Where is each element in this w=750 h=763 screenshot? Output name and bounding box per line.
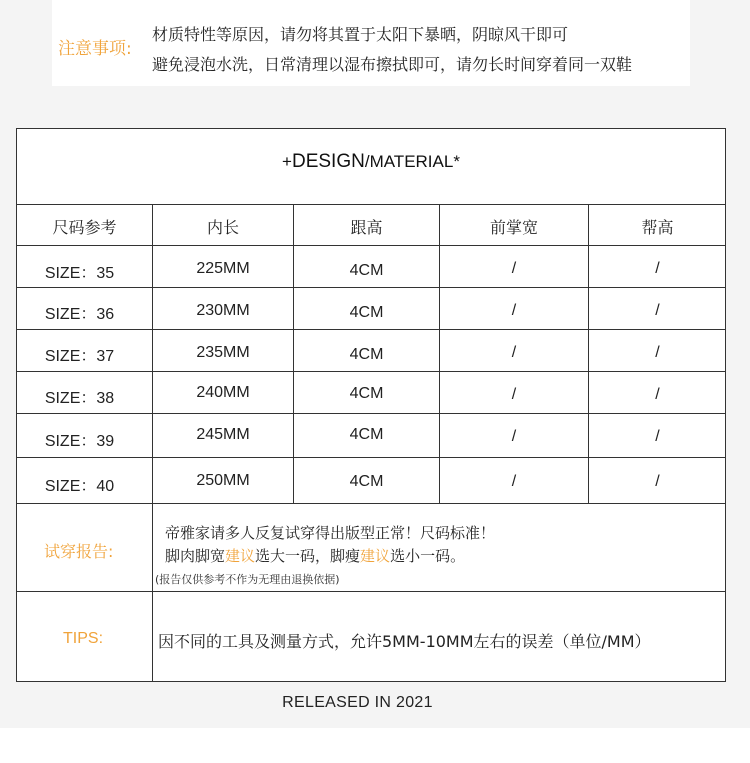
table-cell-length: 245MM xyxy=(196,426,250,443)
table-cell-heel: 4CM xyxy=(349,262,384,279)
notice-title: 注意事项: xyxy=(58,39,132,59)
table-cell-length: 230MM xyxy=(196,302,250,319)
row-divider xyxy=(17,413,725,414)
tips-text: 因不同的工具及测量方式，允许5MM-10MM左右的误差（单位/MM） xyxy=(158,632,651,651)
table-cell-width: / xyxy=(511,260,517,277)
table-cell-length: 250MM xyxy=(196,472,250,489)
tips-label: TIPS: xyxy=(63,630,104,647)
row-divider xyxy=(17,457,725,458)
table-cell-size: SIZE：35 xyxy=(44,265,115,282)
table-cell-heel: 4CM xyxy=(349,304,384,321)
table-cell-size: SIZE：39 xyxy=(44,433,115,450)
table-cell-heel: 4CM xyxy=(349,385,384,402)
row-divider xyxy=(17,371,725,372)
row-divider xyxy=(17,287,725,288)
header-size: 尺码参考 xyxy=(52,218,117,237)
row-divider xyxy=(17,204,725,205)
table-cell-size: SIZE：37 xyxy=(44,348,115,365)
row-divider xyxy=(17,503,725,504)
table-cell-length: 225MM xyxy=(196,260,250,277)
row-divider xyxy=(17,329,725,330)
title-rest: /MATERIAL* xyxy=(364,152,460,171)
header-upper-height: 帮高 xyxy=(641,218,674,237)
table-cell-width: / xyxy=(511,302,517,319)
row-divider xyxy=(17,591,725,592)
report-line-2: 脚肉脚宽建议选大一码，脚瘦建议选小一码。 xyxy=(165,547,466,565)
notice-panel xyxy=(52,0,690,86)
table-cell-upper: / xyxy=(655,386,660,403)
title-prefix: + xyxy=(282,152,292,171)
table-cell-upper: / xyxy=(655,473,660,490)
header-forefoot-width: 前掌宽 xyxy=(489,218,538,237)
report-label: 试穿报告: xyxy=(44,542,114,561)
report-line-1: 帝雅家请多人反复试穿得出版型正常！尺码标准！ xyxy=(165,524,496,542)
table-cell-width: / xyxy=(511,386,517,403)
table-cell-heel: 4CM xyxy=(349,346,384,363)
report-note: (报告仅供参考不作为无理由退换依据) xyxy=(155,573,340,586)
table-cell-upper: / xyxy=(655,260,660,277)
table-cell-width: / xyxy=(511,473,517,490)
table-cell-upper: / xyxy=(655,302,660,319)
table-cell-length: 240MM xyxy=(196,384,250,401)
table-cell-width: / xyxy=(511,428,517,445)
bottom-band xyxy=(0,728,750,763)
table-cell-upper: / xyxy=(655,344,660,361)
header-heel-height: 跟高 xyxy=(350,218,383,237)
table-cell-heel: 4CM xyxy=(349,473,384,490)
size-table xyxy=(16,128,726,682)
table-cell-size: SIZE：36 xyxy=(44,306,115,323)
notice-line-2: 避免浸泡水洗，日常清理以湿布擦拭即可，请勿长时间穿着同一双鞋 xyxy=(152,55,633,74)
table-cell-size: SIZE：40 xyxy=(44,478,115,495)
table-cell-length: 235MM xyxy=(196,344,250,361)
table-title xyxy=(17,151,725,173)
title-design: DESIGN xyxy=(291,151,365,172)
table-cell-upper: / xyxy=(655,428,660,445)
table-cell-width: / xyxy=(511,344,517,361)
table-cell-size: SIZE：38 xyxy=(44,390,115,407)
notice-line-1: 材质特性等原因，请勿将其置于太阳下暴晒，阴晾风干即可 xyxy=(152,25,569,44)
table-cell-heel: 4CM xyxy=(349,426,384,443)
header-inner-length: 内长 xyxy=(206,218,239,237)
released-footer: RELEASED IN 2021 xyxy=(282,694,433,711)
row-divider xyxy=(17,245,725,246)
